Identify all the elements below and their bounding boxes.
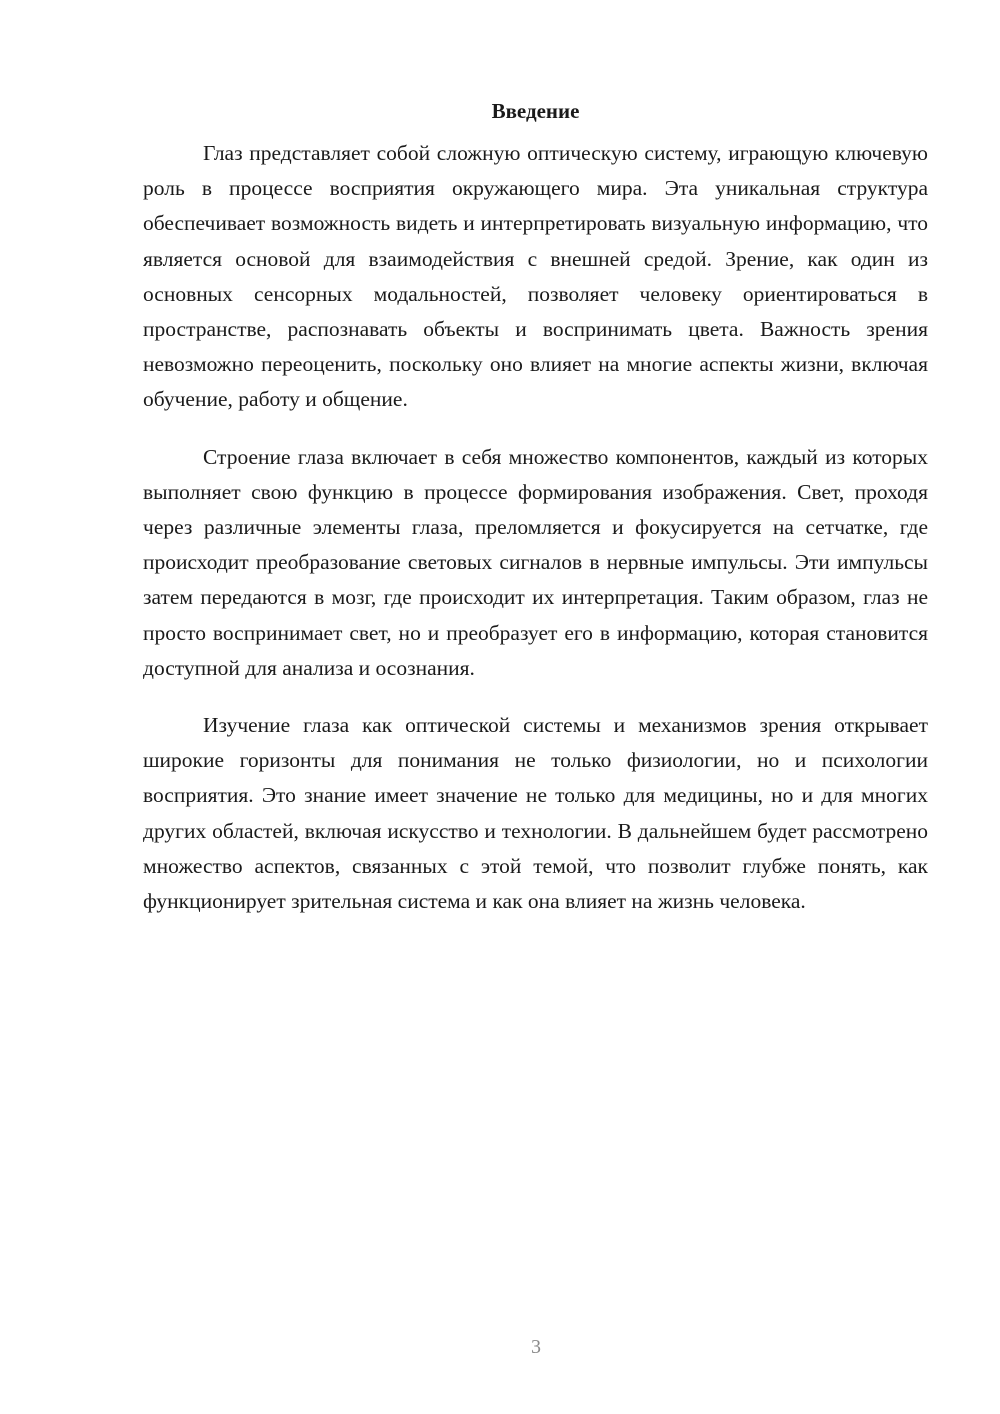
page-content xyxy=(143,96,928,941)
section-heading: Введение xyxy=(491,99,580,123)
page-number: 3 xyxy=(531,1336,541,1358)
paragraph-3: Изучение глаза как оптической системы и механизмов зрения открывает широкие горизонты для понимания не только физиологии, но и психологии восприятия. Это знание имеет значение не только для медицины, но и для многих других областей, включая искусство и технологии. В дальнейшем будет рассмотрено множество аспектов, связанных с этой темой, что позволит глубже понять, как функционирует зрительная система и как она влияет на жизнь человека. xyxy=(143,713,928,914)
paragraph-1: Глаз представляет собой сложную оптическую систему, играющую ключевую роль в процессе восприятия окружающего мира. Эта уникальная структура обеспечивает возможность видеть и интерпретировать визуальную информацию, что является основой для взаимодействия с внешней средой. Зрение, как один из основных сенсорных модальностей, позволяет человеку ориентироваться в пространстве, распознавать объекты и воспринимать цвета. Важность зрения невозможно переоценить, поскольку оно влияет на многие аспекты жизни, включая обучение, работу и общение. xyxy=(143,141,928,412)
paragraph-2: Строение глаза включает в себя множество компонентов, каждый из которых выполняет свою функцию в процессе формирования изображения. Свет, проходя через различные элементы глаза, преломляется и фокусируется на сетчатке, где происходит преобразование световых сигналов в нервные импульсы. Эти импульсы затем передаются в мозг, где происходит их интерпретация. Таким образом, глаз не просто воспринимает свет, но и преобразует его в информацию, которая становится доступной для анализа и осознания. xyxy=(143,444,928,680)
